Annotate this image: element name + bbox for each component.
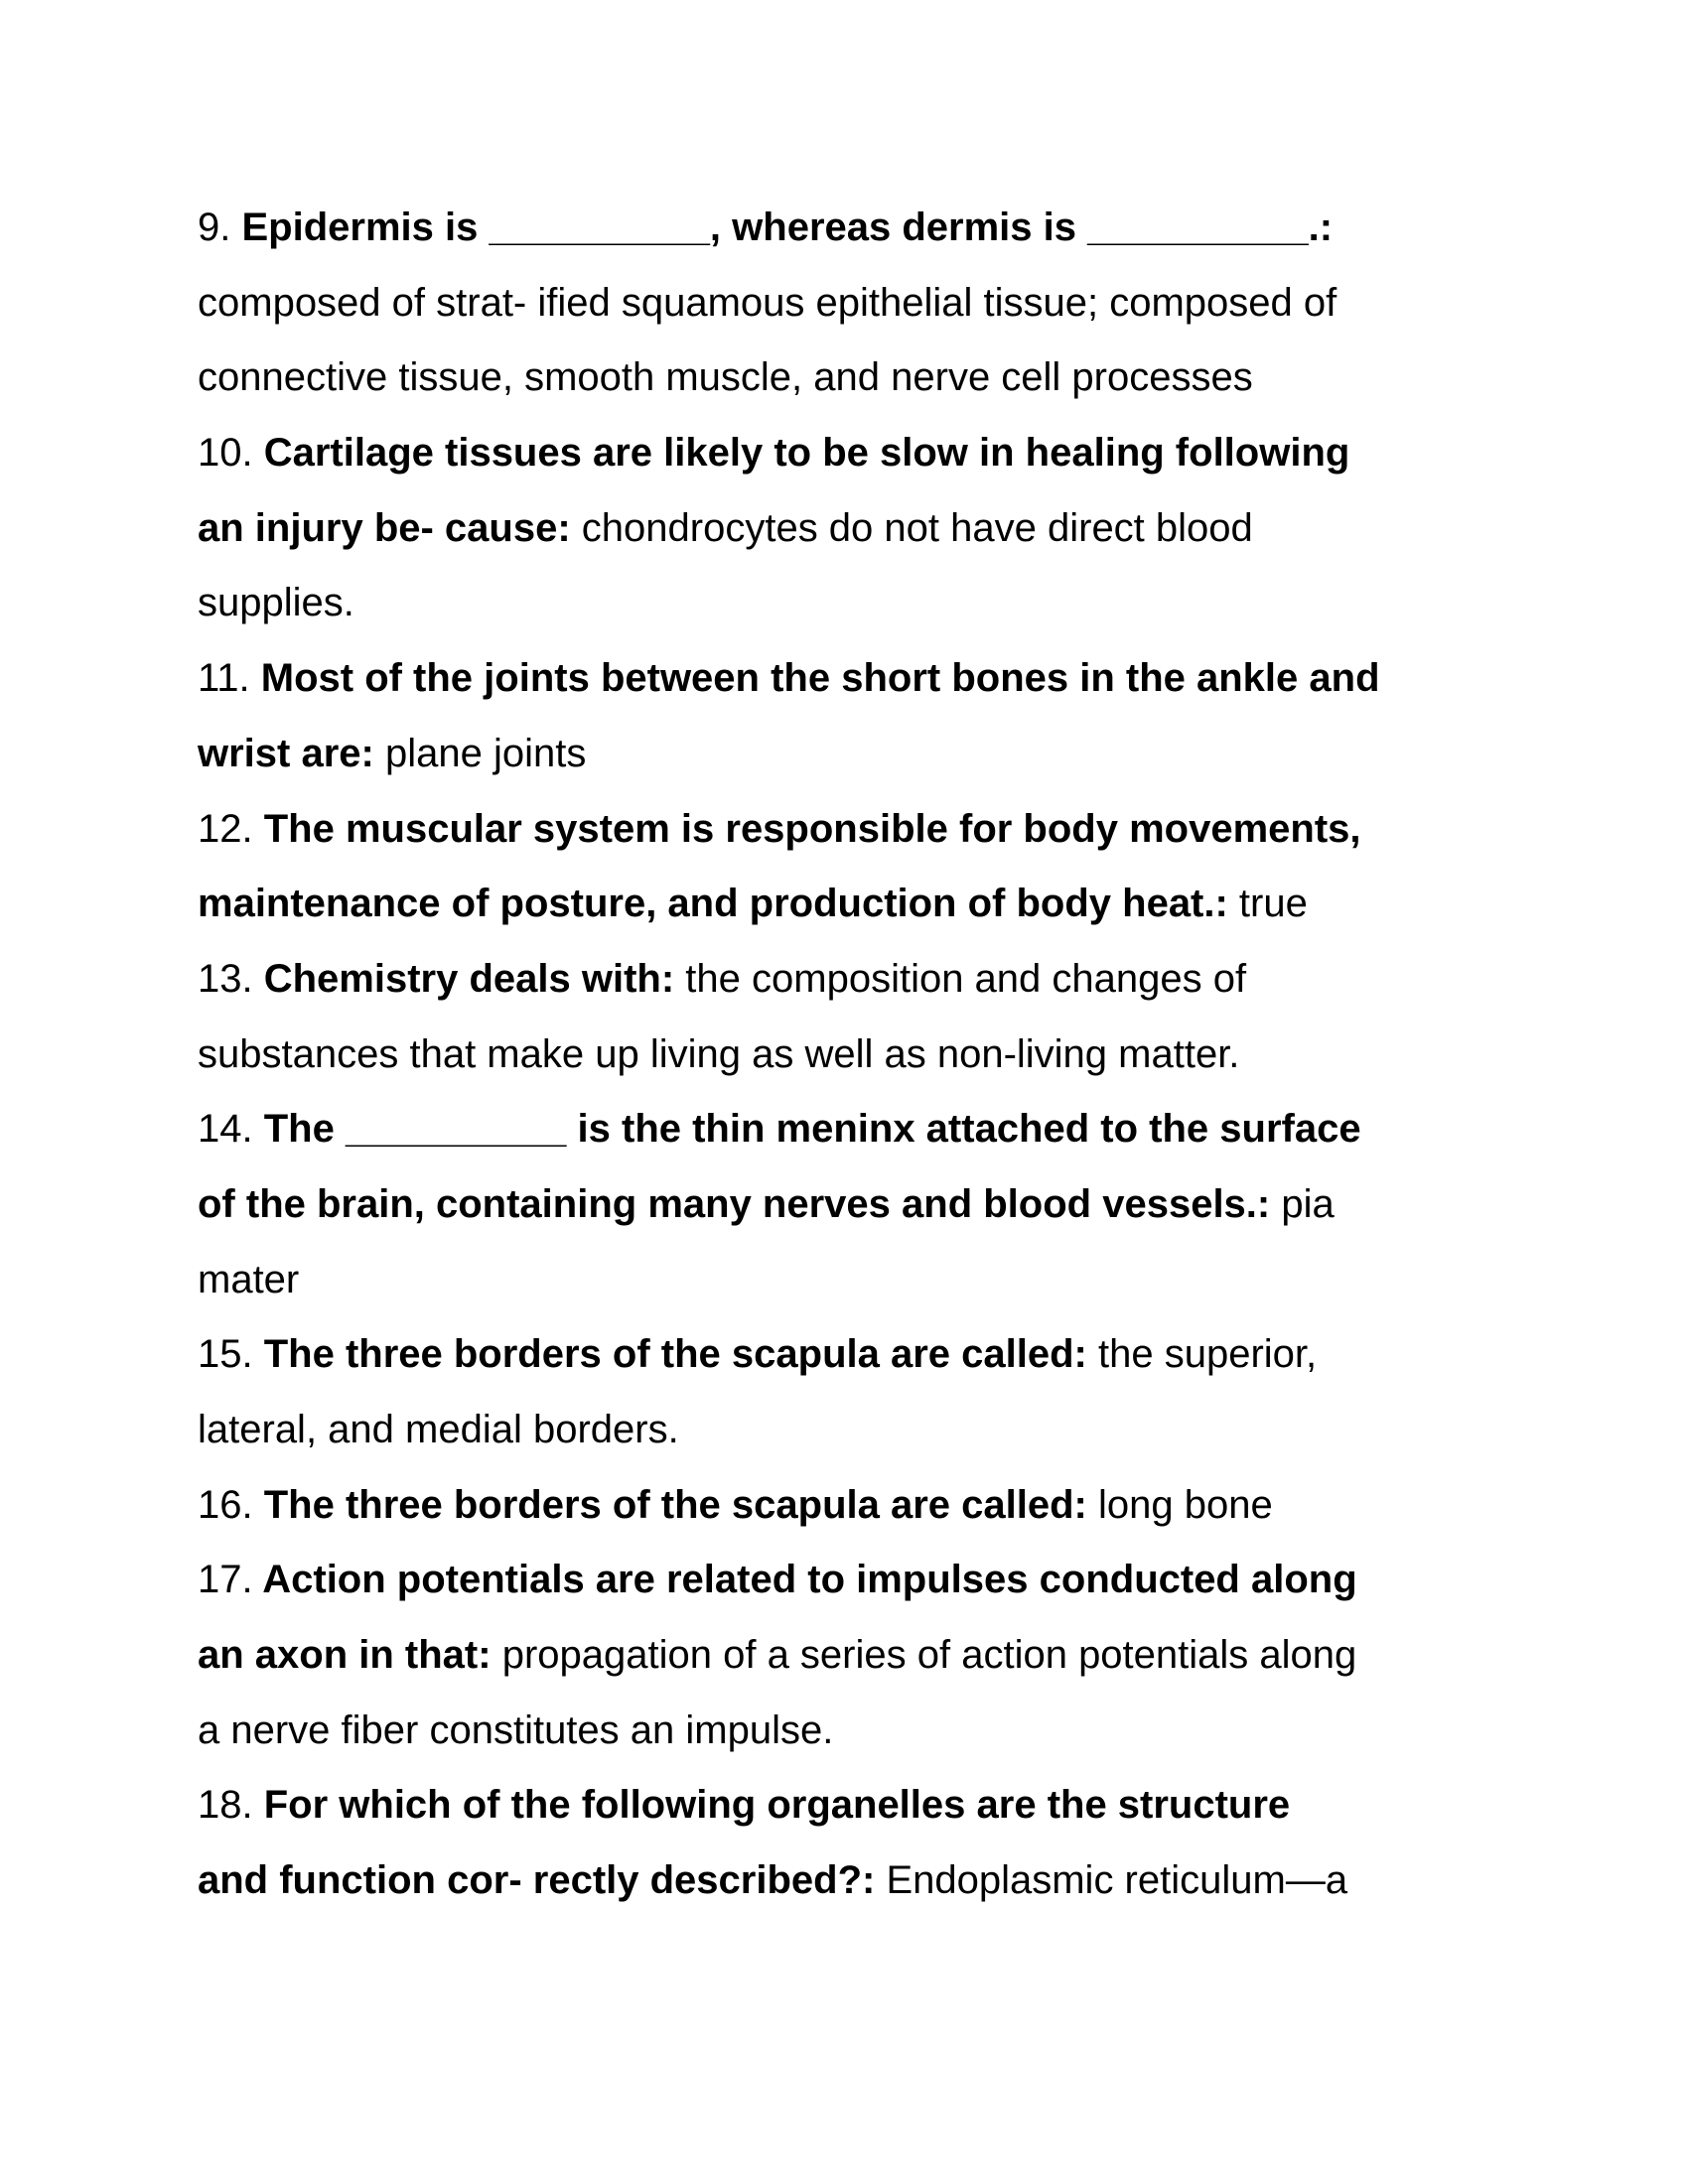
answer-text: long bone (1086, 1482, 1273, 1527)
text-line (198, 792, 1380, 868)
question-number: 17. (198, 1558, 253, 1602)
question-text: The muscular system is responsible for body movements, (252, 806, 1361, 851)
answer-text: composed of strat- ified squamous epithelial tissue; composed of (198, 280, 1337, 325)
question-item (198, 792, 1380, 942)
text-line (198, 867, 1380, 942)
question-text: of the brain, containing many nerves and blood vessels.: (198, 1181, 1271, 1226)
question-text: For which of the following organelles are the structure (252, 1783, 1291, 1828)
answer-text: substances that make up living as well as non-living matter. (198, 1031, 1240, 1076)
text-line (198, 1768, 1380, 1843)
question-text: Cartilage tissues are likely to be slow in healing following (252, 431, 1350, 476)
question-text: wrist are: (198, 731, 374, 775)
answer-text: pia (1270, 1181, 1335, 1226)
question-text: and function cor- rectly described?: (198, 1858, 876, 1903)
text-line (198, 1843, 1380, 1919)
answer-text: lateral, and medial borders. (198, 1408, 679, 1451)
question-item (198, 942, 1380, 1092)
answer-text: plane joints (373, 731, 587, 775)
question-text: an axon in that: (198, 1633, 492, 1678)
question-item (198, 1317, 1380, 1467)
question-number: 18. (198, 1783, 253, 1828)
answer-text: a nerve fiber constitutes an impulse. (198, 1707, 834, 1752)
text-line (198, 717, 1380, 792)
answer-text: true (1227, 882, 1308, 926)
text-line (198, 416, 1380, 491)
text-line (198, 1317, 1380, 1393)
text-line (198, 266, 1380, 341)
answer-text: connective tissue, smooth muscle, and nerve cell processes (198, 355, 1253, 400)
question-text: The three borders of the scapula are called: (252, 1482, 1087, 1527)
text-line (198, 1393, 1380, 1468)
question-item (198, 1768, 1380, 1918)
text-line (198, 1543, 1380, 1618)
text-line (198, 566, 1380, 641)
question-number: 16. (198, 1482, 253, 1527)
text-line (198, 1618, 1380, 1694)
question-text: Chemistry deals with: (252, 956, 675, 1001)
text-line (198, 341, 1380, 416)
question-text: maintenance of posture, and production of body heat.: (198, 882, 1228, 926)
answer-text: Endoplasmic reticulum—a (875, 1858, 1348, 1903)
question-number: 15. (198, 1332, 253, 1377)
text-line (198, 491, 1380, 567)
question-item (198, 191, 1380, 416)
answer-text: the superior, (1086, 1332, 1318, 1377)
text-line (198, 1468, 1380, 1544)
question-item (198, 416, 1380, 641)
text-line (198, 1018, 1380, 1093)
text-line (198, 191, 1380, 266)
question-item (198, 1468, 1380, 1544)
question-number: 12. (198, 806, 253, 851)
question-text: Most of the joints between the short bones in the ankle and (249, 656, 1380, 701)
answer-text: chondrocytes do not have direct blood (570, 505, 1253, 550)
answer-text: mater (198, 1257, 300, 1301)
question-text: The three borders of the scapula are called: (252, 1332, 1087, 1377)
question-number: 11. (198, 656, 250, 701)
text-line (198, 1092, 1380, 1167)
question-number: 9. (198, 205, 231, 249)
text-line (198, 1167, 1380, 1243)
text-line (198, 942, 1380, 1018)
question-number: 14. (198, 1107, 253, 1152)
question-item (198, 1543, 1380, 1768)
question-number: 10. (198, 431, 253, 476)
question-item (198, 1092, 1380, 1317)
question-text: Epidermis is __________, whereas dermis is __________.: (230, 205, 1334, 249)
answer-text: propagation of a series of action potentials along (491, 1633, 1357, 1678)
text-line (198, 1243, 1380, 1318)
question-item (198, 641, 1380, 791)
question-text: an injury be- cause: (198, 505, 571, 550)
question-text: The __________ is the thin meninx attached to the surface (252, 1107, 1361, 1152)
answer-text: the composition and changes of (674, 956, 1247, 1001)
text-line (198, 1694, 1380, 1769)
question-number: 13. (198, 956, 253, 1001)
answer-text: supplies. (198, 581, 354, 625)
question-text: Action potentials are related to impulses conducted along (252, 1558, 1357, 1602)
text-line (198, 641, 1380, 717)
document-body (198, 191, 1380, 1919)
